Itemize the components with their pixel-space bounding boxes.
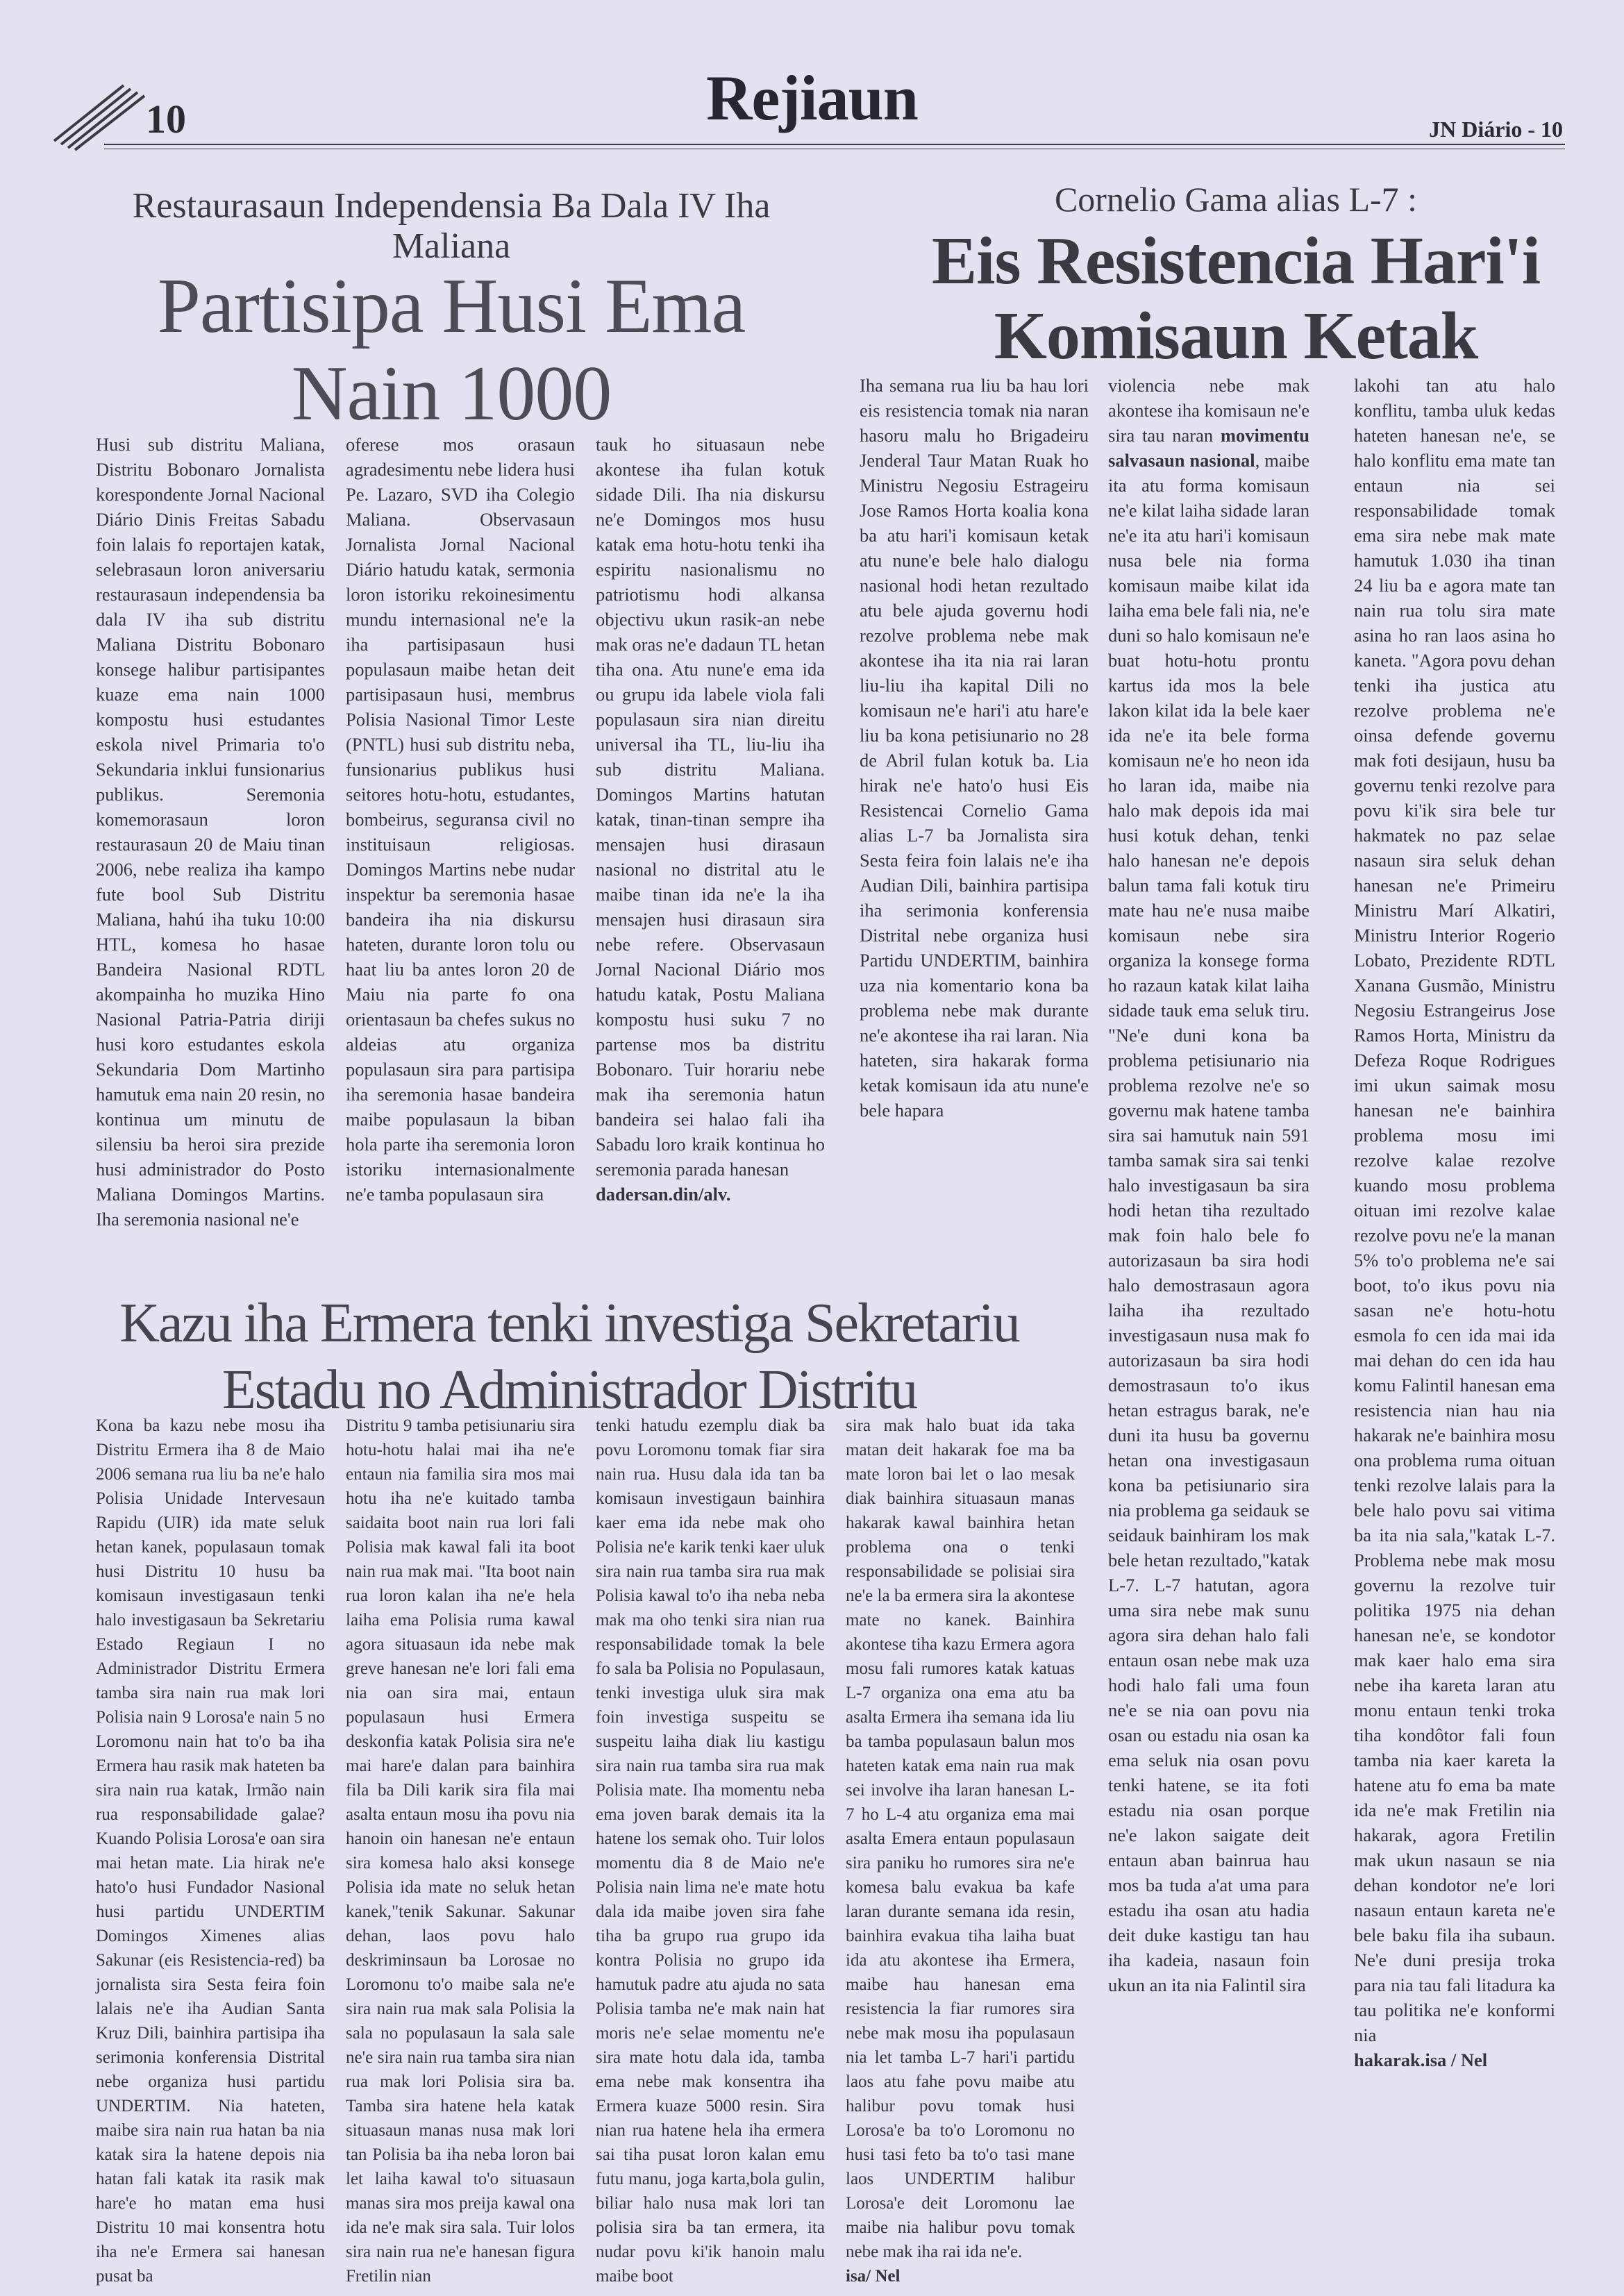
article-left-column-3 bbox=[596, 432, 825, 1277]
article-right-col2-part-b: , maibe ita atu forma komisaun ne'e kilat laiha sidade laran ne'e ita atu hari'i komisaun nusa bele nia forma komisaun maibe kilat ida laiha ema bele fali nia, ne'e duni so halo komisaun ne'e buat hotu-hotu prontu kartus ida mos la bele lakon kilat ida la bele kaer ida ne'e ita bele forma komisaun ne'e ho neon ida ho laran ida, maibe nia halo mak depois ida mai husi kotuk dehan, tenki halo hanesan ne'e depois balun tama fali kotuk tiru mate hau ne'e nusa maibe komisaun nebe sira organiza la konsege forma ho razaun katak kilat laiha sidade tauk ema seluk tiru. "Ne'e duni kona ba problema petisiunario nia problema rezolve ne'e so governu mak hatene tamba sira sai hamutuk nain 591 tamba samak sira sai tenki halo investigasaun ba sira hodi hetan tiha rezultado mak foin halo bele fo autorizasaun ba sira hodi halo demostrasaun agora laiha iha rezultado investigasaun nusa mak fo autorizasaun ba sira hodi demostrasaun to'o ikus hetan estragus barak, ne'e duni ita husu ba governu hetan ona investigasaun kona ba petisiunario sira nia problema ga seidauk se seidauk bainhiram los mak bele hetan rezultado,"katak L-7. L-7 hatutan, agora uma sira nebe mak sunu agora sira dehan halo fali entaun osan nebe mak uza hodi halo fali uma foun ne'e se nia oan povu nia osan ou estadu nia osan ka ema seluk nia osan povu tenki hatene, se ita foti estadu nia osan porque ne'e lakon saigate deit entaun aban bainrua hau mos ba tuda a'at uma para estadu iha osan atu hadia deit duke kastigu tan hau iha kadeia, nasaun foin ukun an ita nia Falintil sira bbox=[1108, 450, 1310, 1995]
article-right-column-1 bbox=[860, 373, 1089, 1275]
article-bottom-column-1 bbox=[96, 1414, 325, 2286]
section-title: Rejiaun bbox=[706, 62, 918, 133]
article-bottom-signature: isa/ Nel bbox=[846, 2267, 901, 2286]
paper-name: JN Diário - 10 bbox=[1429, 117, 1563, 142]
article-left-col2-text: oferese mos orasaun agradesimentu nebe lidera husi Pe. Lazaro, SVD iha Colegio Maliana. Observasaun Jornalista Jornal Nacional Diário hatudu katak, sermonia loron istoriku rekoinesimentu mundu internasional ne'e la iha partisipasaun husi populasaun maibe hetan deit partisipasaun husi, membrus Polisia Nasional Timor Leste (PNTL) husi sub distritu neba, funsionarius publikus husi seitores hotu-hotu, estudantes, bombeirus, seguransa civil no instituisaun religiosas. Domingos Martins nebe nudar inspektur ba seremonia hasae bandeira iha nia diskursu hateten, durante loron tolu ou haat liu ba antes loron 20 de Maiu nia parte fo ona orientasaun ba chefes sukus no aldeias atu organiza populasaun sira para partisipa iha seremonia hasae bandeira maibe populasaun la biban hola parte iha seremonia loron istoriku internasionalmente ne'e tamba populasaun sira bbox=[346, 434, 575, 1205]
article-left-column-1 bbox=[96, 432, 325, 1277]
page-number: 10 bbox=[146, 97, 186, 142]
article-right-column-2 bbox=[1108, 373, 1309, 2213]
article-left-headline: Partisipa Husi Ema Nain 1000 bbox=[157, 263, 746, 437]
article-right-col1-text: Iha semana rua liu ba hau lori eis resistencia tomak nia naran hasoru malu ho Brigadeiru Jenderal Taur Matan Ruak ho Ministru Negosiu Estrageiru Jose Ramos Horta koalia kona ba atu hari'i komisaun ketak atu nune'e bele halo dialogu nasional hodi hetan rezultado atu bele ajuda governu hodi rezolve problema nebe mak akontese iha ita nia rai laran liu-liu iha kapital Dili no komisaun ne'e hari'i atu hare'e liu ba kona petisiunario no 28 de Abril fulan kotuk ba. Lia hirak ne'e hato'o husi Eis Resistencai Cornelio Gama alias L-7 ba Jornalista sira Sesta feira foin lalais ne'e iha Audian Dili, bainhira partisipa iha serimonia konferensia Distrital nebe organiza husi Partidu UNDERTIM, bainhira uza nia komentario kona ba problema nebe mak durante ne'e akontese iha rai laran. Nia hateten, sira hakarak forma ketak komisaun ida atu nune'e bele hapara bbox=[860, 375, 1089, 1121]
article-right-col2-text bbox=[1108, 373, 1309, 1997]
article-right-col2-part-a: violencia nebe mak akontese iha komisaun ne'e sira tau naran bbox=[1108, 375, 1309, 446]
header-rule bbox=[104, 144, 1565, 145]
article-left-signature: dadersan.din/alv. bbox=[596, 1184, 731, 1205]
article-bottom-column-4 bbox=[846, 1414, 1075, 2286]
article-left-col3-text: tauk ho situasaun nebe akontese iha fulan kotuk sidade Dili. Iha nia diskursu ne'e Domingos mos husu katak ema hotu-hotu tenki iha espiritu nasionalismu no patriotismu hodi alkansa objectivu ukun rasik-an nebe mak oras ne'e dadaun TL hetan tiha ona. Atu nune'e ema ida ou grupu ida labele viola fali populasaun sira nian direitu universal iha TL, liu-liu iha sub distritu Maliana. Domingos Martins hatutan katak, tinan-tinan sempre iha mensajen husi dirasaun nasional no distrital atu le maibe tinan ida ne'e la iha mensajen husi dirasaun sira nebe refere. Observasaun Jornal Nacional Diário mos hatudu katak, Postu Maliana kompostu husi suku 7 no partense mos ba distritu Bobonaro. Tuir horariu nebe mak iha seremonia hatun bandeira sei halao fali iha Sabadu loro kraik kontinua ho seremonia parada hanesan bbox=[596, 434, 825, 1180]
article-right-headline: Eis Resistencia Hari'i Komisaun Ketak bbox=[931, 224, 1541, 374]
article-right-signature: hakarak.isa / Nel bbox=[1354, 2050, 1488, 2070]
article-left-col1-text: Husi sub distritu Maliana, Distritu Bobonaro Jornalista korespondente Jornal Nacional Diário Dinis Freitas Sabadu foin lalais fo reportajen katak, selebrasaun loron aniversariu restaurasaun independensia ba dala IV iha sub distritu Maliana Distritu Bobonaro konsege halibur partisipantes kuaze ema nain 1000 kompostu husi estudantes eskola nivel Primaria to'o Sekundaria inklui funsionarius publikus. Seremonia komemorasaun loron restaurasaun 20 de Maiu tinan 2006, nebe realiza iha kampo fute bool Sub Distritu Maliana, hahú iha tuku 10:00 HTL, komesa ho hasae Bandeira Nasional RDTL akompainha ho muzika Hino Nasional Patria-Patria diriji husi koro estudantes eskola Sekundaria Dom Martinho hamutuk ema nain 20 resin, no kontinua um minutu de silensiu ba heroi sira prezide husi administrador do Posto Maliana Domingos Martins. Iha seremonia nasional ne'e bbox=[96, 434, 325, 1230]
article-bottom-col1-text: Kona ba kazu nebe mosu iha Distritu Ermera iha 8 de Maio 2006 semana rua liu ba ne'e halo Polisia Unidade Intervesaun Rapidu (UIR) ida mate seluk hetan kanek, populasaun tomak husi Distritu 10 husu ba komisaun investigasaun tenki halo investigasaun ba Sekretariu Estado Regiaun I no Administrador Distritu Ermera tamba sira nain rua mak lori Polisia nain 9 Lorosa'e nain 5 no Loromonu nain hat to'o ba iha Ermera hau rasik mak hateten ba sira nain rua katak, Irmão nain rua responsabilidade galae? Kuando Polisia Lorosa'e oan sira mai hetan mate. Lia hirak ne'e hato'o husi Fundador Nasional husi partidu UNDERTIM Domingos Ximenes alias Sakunar (eis Resistencia-red) ba jornalista sira Sesta feira foin lalais ne'e iha Audian Santa Kruz Dili, bainhira partisipa iha serimonia konferensia Distrital nebe organiza husi partidu UNDERTIM. Nia hateten, maibe sira nain rua hatan ba nia katak sira la hatene depois nia hatan fali katak ita rasik mak hare'e ho matan ema husi Distritu 10 mai konsentra hotu iha ne'e Ermera sai hanesan pusat ba bbox=[96, 1416, 325, 2286]
article-right-col3-text: lakohi tan atu halo konflitu, tamba uluk kedas hateten hanesan ne'e, se halo konflitu ema mate tan entaun nia sei responsabilidade tomak ema sira nebe mak mate hamutuk 1.030 iha tinan 24 liu ba e agora mate tan nain rua tolu sira mate asina ho ran laos asina ho kaneta. "Agora povu dehan tenki iha justica atu rezolve problema ne'e oinsa defende governu mak foti desijaun, husu ba governu tenki rezolve para povu ki'ik sira bele tur hakmatek no paz selae nasaun sira seluk dehan hanesan ne'e Primeiru Ministru Marí Alkatiri, Ministru Interior Rogerio Lobato, Prezidente RDTL Xanana Gusmão, Ministru Negosiu Estrangeirus Jose Ramos Horta, Ministru da Defeza Roque Rodrigues imi ukun saimak mosu hanesan ne'e bainhira problema mosu imi rezolve kalae rezolve kuando mosu problema oituan imi rezolve kalae rezolve povu ne'e la manan 5% to'o problema ne'e sai boot, to'o ikus povu nia sasan ne'e hotu-hotu esmola fo cen ida mai ida mai dehan do cen ida hau komu Falintil hanesan ema resistencia nian hau nia hakarak ne'e bainhira mosu ona problema ruma oituan tenki rezolve lalais para la bele halo povu sai vitima ba ita nia sala,"katak L-7. Problema nebe mak mosu governu la rezolve tuir politika 1975 nia dehan hanesan ne'e, se kondotor mak kaer halo ema sira nebe iha kareta laran atu monu entaun tenki troka tiha kondôtor fali foun tamba nia kaer kareta la hatene atu fo ema ba mate ida ne'e mak Fretilin nia hakarak, agora Fretilin mak ukun nasaun se nia dehan kondotor ne'e lori nasaun entaun kareta ne'e bele baku fila iha subaun. Ne'e duni presija troka para nia tau fali litadura ka tau politika ne'e konformi nia bbox=[1354, 375, 1555, 2045]
article-bottom-col3-text: tenki hatudu ezemplu diak ba povu Loromonu tomak fiar sira nain rua. Husu dala ida tan ba komisaun investigaun bainhira kaer ema ida nebe mak oho Polisia ne'e karik tenki kaer uluk sira nain rua tamba sira rua mak Polisia kawal to'o iha neba neba mak ma oho tenki sira nian rua responsabilidade tomak la bele fo sala ba Polisia no Populasaun, tenki investiga uluk sira mak foin investiga suspeitu se suspeitu laiha diak liu kastigu sira nain rua tamba sira rua mak Polisia mate. Iha momentu neba ema joven barak demais ita la hatene los semak oho. Tuir lolos momentu dia 8 de Maio ne'e Polisia nain lima ne'e mate hotu dala ida maibe joven sira fahe tiha ba grupo rua grupo ida kontra Polisia no grupo ida hamutuk padre atu ajuda no sata Polisia tamba ne'e mak nain hat moris ne'e selae momentu ne'e sira mate hotu dala ida, tamba ema nebe mak konsentra iha Ermera kuaze 5000 resin. Sira nian rua hatene hela iha ermera sai tiha pusat loron kalan emu futu manu, joga karta,bola gulin, biliar halo nusa mak lori tan polisia sira ba tan ermera, ita nudar povu ki'ik hanoin malu maibe boot bbox=[596, 1416, 825, 2286]
article-bottom-column-2 bbox=[346, 1414, 575, 2286]
article-right-kicker: Cornelio Gama alias L-7 : bbox=[1054, 180, 1418, 219]
article-bottom-column-3 bbox=[596, 1414, 825, 2286]
article-left-kicker: Restaurasaun Independensia Ba Dala IV Iha Maliana bbox=[132, 186, 771, 266]
article-left-column-2 bbox=[346, 432, 575, 1277]
article-bottom-headline: Kazu iha Ermera tenki investiga Sekretariu Estadu no Administrador Distritu bbox=[119, 1293, 1019, 1421]
article-right-column-3 bbox=[1354, 373, 1555, 2213]
article-bottom-col4-text: sira mak halo buat ida taka matan deit hakarak foe ma ba mate loron bai let o lao mesak diak bainhira situasaun manas hakarak kawal bainhira hetan problema ona o tenki responsabilidade se polisiai sira ne'e la ba ermera sira la akontese mate no kanek. Bainhira akontese tiha kazu Ermera agora mosu fali rumores katak katuas L-7 organiza ona ema atu ba asalta Ermera iha semana ida liu ba tamba populasaun balun mos hateten katak ema nain rua mak sei involve iha laran hanesan L-7 ho L-4 atu organiza ema mai asalta Emera entaun populasaun sira paniku ho rumores sira ne'e komesa balu evakua ba kafe laran durante semana ida resin, bainhira evakua tiha laiha buat ida atu akontese iha Ermera, maibe hau hanesan ema resistencia la fiar rumores sira nebe mak mosu iha populasaun nia let tamba L-7 hari'i partidu laos atu fahe povu maibe atu halibur povu tomak husi Lorosa'e ba to'o Loromonu no husi tasi feto ba to'o tasi mane laos UNDERTIM halibur Lorosa'e deit Loromonu lae maibe nia halibur povu tomak nebe mak iha rai ida ne'e. bbox=[846, 1416, 1075, 2261]
article-right-col2-bold: movimentu salvasaun nasional bbox=[1108, 425, 1309, 471]
article-bottom-col2-text: Distritu 9 tamba petisiunariu sira hotu-hotu halai mai iha ne'e entaun nia familia sira mos mai hotu iha ne'e kuitado tamba saidaita boot nain rua lori fali Polisia mak kawal fali ita boot nain rua mak mai. "Ita boot nain rua loron kalan iha ne'e hela laiha ema Polisia ruma kawal agora situasaun ida nebe mak greve hanesan ne'e lori fali ema nia oan sira mai, entaun populasaun husi Ermera deskonfia katak Polisia sira ne'e mai hare'e dalan para bainhira fila ba Dili karik sira fila mai asalta entaun mosu iha povu nia hanoin oin hanesan ne'e entaun sira komesa halo aksi konsege Polisia ida mate no seluk hetan kanek,"tenik Sakunar. Sakunar dehan, laos povu halo deskriminsaun ba Lorosae no Loromonu to'o maibe sala ne'e sira nain rua mak sala Polisia la sala no populasaun la sala sale ne'e sira nain rua tamba sira nian rua mak lori Polisia sira ba. Tamba sira hatene hela katak situasaun manas nusa mak lori tan Polisia ba iha neba loron bai let laiha kawal to'o situasaun manas sira mos preija kawal ona ida ne'e mak sira sala. Tuir lolos sira nain rua ne'e hanesan figura Fretilin nian bbox=[346, 1416, 575, 2286]
